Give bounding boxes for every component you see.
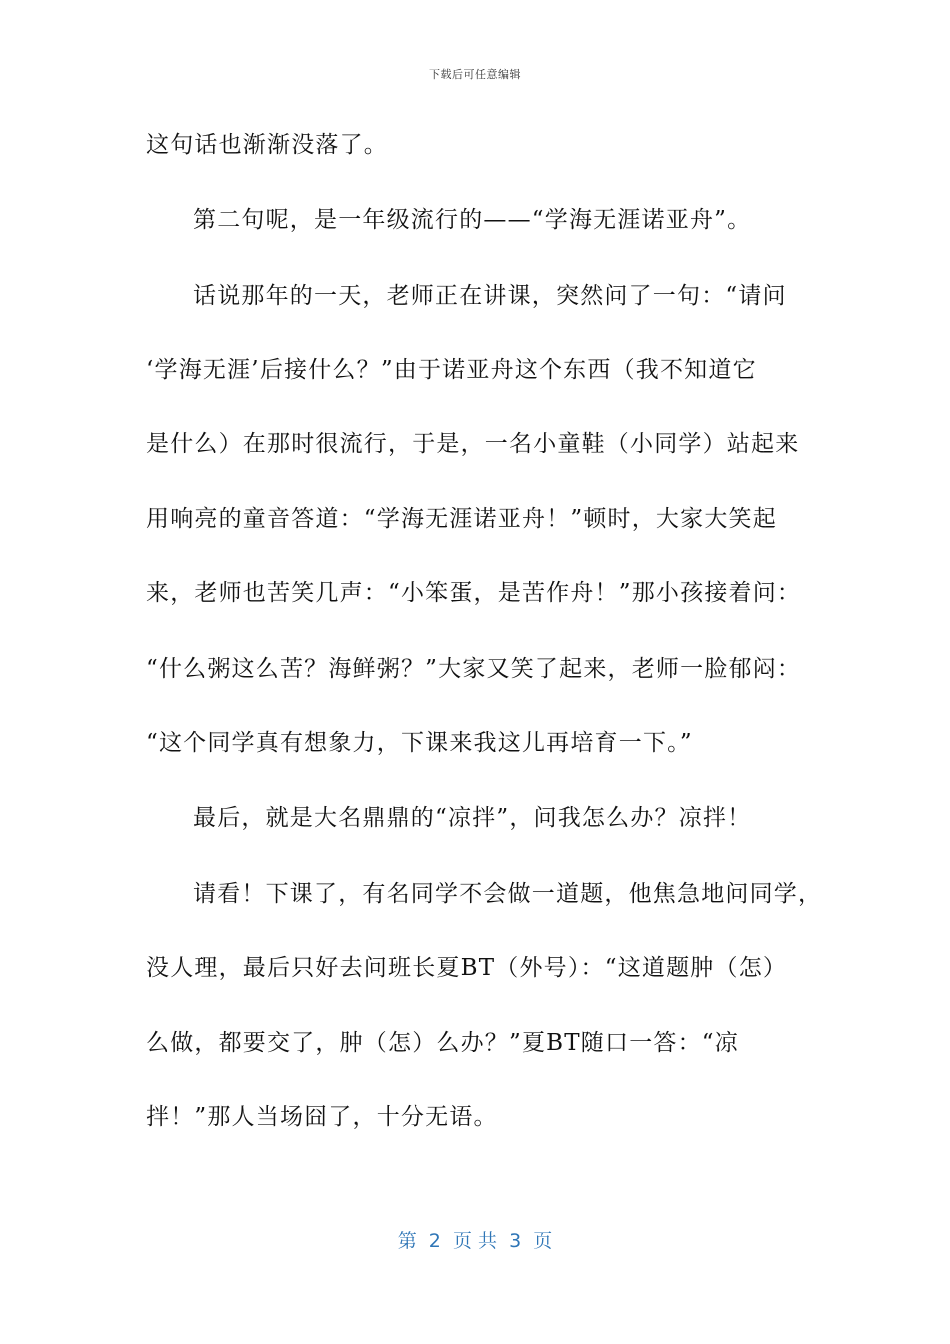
body-line-12: 没人理，最后只好去问班长夏BT（外号）：“这道题肿（怎） xyxy=(146,955,788,981)
body-line-14: 拌！”那人当场囧了，十分无语。 xyxy=(146,1104,498,1130)
body-line-4: ‘学海无涯’后接什么？”由于诺亚舟这个东西（我不知道它 xyxy=(146,357,757,383)
body-line-11: 请看！下课了，有名同学不会做一道题，他焦急地问同学， xyxy=(193,881,823,907)
body-line-9: “这个同学真有想象力，下课来我这儿再培育一下。” xyxy=(146,730,693,756)
body-line-1: 这句话也渐渐没落了。 xyxy=(146,132,388,158)
body-line-8: “什么粥这么苦？海鲜粥？”大家又笑了起来，老师一脸郁闷： xyxy=(146,656,802,682)
body-line-3: 话说那年的一天，老师正在讲课，突然问了一句：“请问 xyxy=(193,283,787,309)
body-line-2: 第二句呢，是一年级流行的——“学海无涯诺亚舟”。 xyxy=(193,207,752,233)
body-line-10: 最后，就是大名鼎鼎的“凉拌”，问我怎么办？凉拌！ xyxy=(193,805,752,831)
body-line-5: 是什么）在那时很流行，于是，一名小童鞋（小同学）站起来 xyxy=(146,431,800,457)
page-header: 下载后可任意编辑 xyxy=(429,68,521,81)
body-line-6: 用响亮的童音答道：“学海无涯诺亚舟！”顿时，大家大笑起 xyxy=(146,506,777,532)
body-line-13: 么做，都要交了，肿（怎）么办？”夏BT随口一答：“凉 xyxy=(146,1030,739,1056)
page-number-footer: 第 2 页 共 3 页 xyxy=(397,1230,553,1252)
body-line-7: 来，老师也苦笑几声：“小笨蛋，是苦作舟！”那小孩接着问： xyxy=(146,580,802,606)
